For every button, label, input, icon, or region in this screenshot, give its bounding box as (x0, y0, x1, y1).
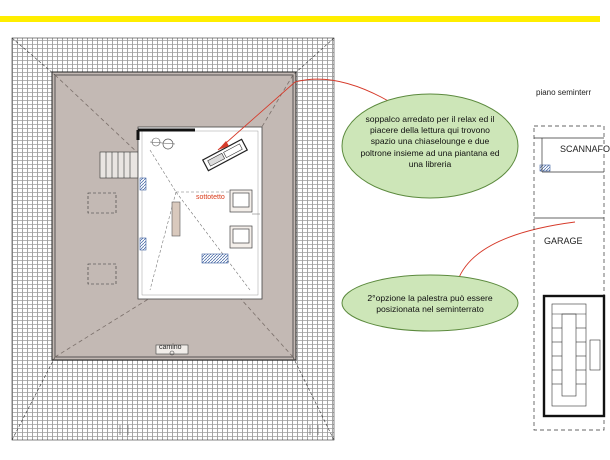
stair (100, 152, 138, 178)
label-piano-seminterrato: piano seminterr (536, 88, 592, 97)
label-sottotetto: sottotetto (196, 194, 225, 201)
attic-room (138, 127, 262, 299)
label-camino: camino (159, 344, 182, 351)
armchair-bottom (230, 226, 252, 248)
label-scannafo: SCANNAFO (560, 144, 610, 154)
bookcase (172, 202, 180, 236)
label-garage: GARAGE (544, 236, 583, 246)
armchair-top (230, 190, 252, 212)
bubble-soppalco-text: soppalco arredato per il relax ed il piacere della lettura qui trovono spazio una chiaselounge e due poltrone insieme ad una piantana ed una libreria (360, 114, 500, 169)
bubble-palestra-text: 2°opzione la palestra può essere posizionata nel seminterrato (367, 293, 493, 315)
